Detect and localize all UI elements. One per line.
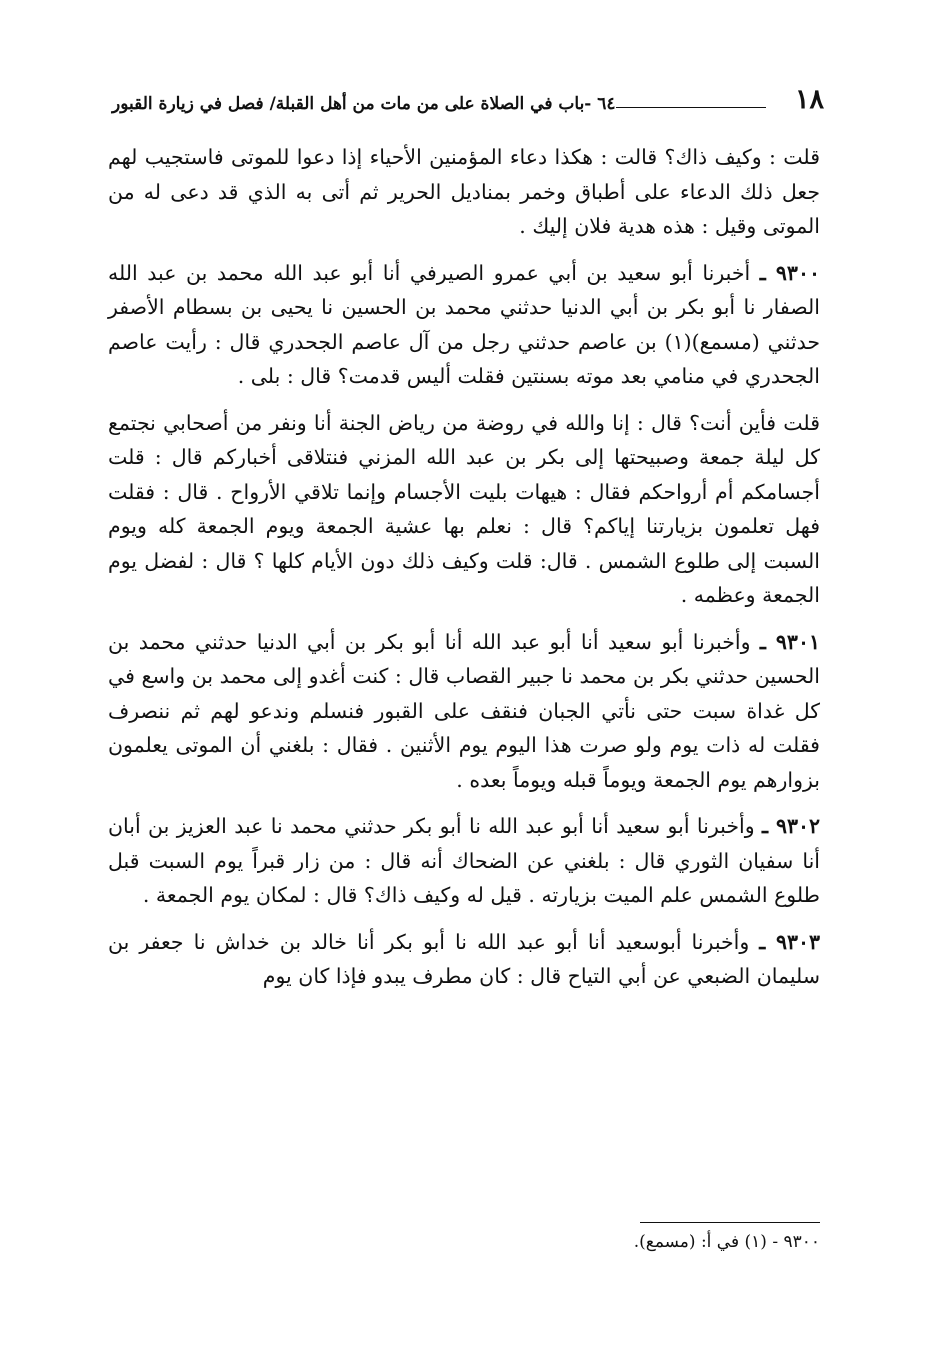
hadith-entry (108, 809, 820, 913)
page-body (108, 140, 820, 1200)
paragraph-text: وأخبرنا أبو سعيد أنا أبو عبد الله نا أبو بكر حدثني محمد نا عبد العزيز بن أبان أنا سفيان الثوري قال : بلغني عن الضحاك أنه قال : من زار قبراً يوم السبت قبل طلوع الشمس علم الميت بزيارته . قيل له وكيف ذاك؟ قال : لمكان يوم الجمعة . (108, 814, 820, 907)
footnote-rule (640, 1222, 820, 1223)
page-number: ١٨ (794, 84, 824, 115)
paragraph (108, 140, 820, 244)
paragraph-text: وأخبرنا أبو سعيد أنا أبو عبد الله أنا أبو بكر بن أبي الدنيا حدثني محمد بن الحسين حدثني بكر بن محمد نا جبير القصاب قال : كنت أغدو إلى محمد بن واسع في كل غداة سبت حتى نأتي الجبان فنقف على القبور فنسلم وندعو لهم ثم ننصرف فقلت له ذات يوم ولو صرت هذا اليوم يوم الأثنين . فقال : بلغني أن الموتى يعلمون بزوارهم يوم الجمعة ويوماً قبله ويوماً بعده . (108, 629, 820, 792)
paragraph-text: وأخبرنا أبوسعيد أنا أبو عبد الله نا أبو بكر أنا خالد بن خداش نا جعفر بن سليمان الضبعي عن أبي التياح قال : كان مطرف يبدو فإذا كان يوم (108, 929, 820, 988)
hadith-entry (108, 256, 820, 394)
paragraph-text: أخبرنا أبو سعيد بن أبي عمرو الصيرفي أنا أبو عبد الله محمد بن عبد الله الصفار نا أبو بكر بن أبي الدنيا حدثني محمد بن الحسين نا يحيى بن بسطام الأصفر حدثني (مسمع)(١) بن عاصم حدثني رجل من آل عاصم الجحدري قال : رأيت عاصم الجحدري في منامي بعد موته بسنتين فقلت أليس قدمت؟ قال : بلى . (108, 260, 820, 388)
running-title: ٦٤ -باب في الصلاة على من مات من أهل القبلة/ فصل في زيارة القبور (112, 94, 616, 114)
entry-number: ٩٣٠٢ ـ (761, 814, 820, 838)
entry-number: ٩٣٠٣ ـ (759, 929, 820, 954)
paragraph-text: قلت فأين أنت؟ قال : إنا والله في روضة من رياض الجنة أنا ونفر من أصحابي نجتمع كل ليلة جمعة وصبيحتها إلى بكر بن عبد الله المزني فنتلاقى أخباركم قال : قلت أجسامكم أم أرواحكم فقال : هيهات بليت الأجسام وإنما تلاقي الأرواح . قال : فقلت فهل تعلمون بزيارتنا إياكم؟ قال : نعلم بها عشية الجمعة ويوم الجمعة كله ويوم السبت إلى طلوع الشمس . قال: قلت وكيف ذلك دون الأيام كلها ؟ قال : لفضل يوم الجمعة وعظمه . (108, 410, 820, 607)
page-header (112, 84, 824, 124)
entry-number: ٩٣٠١ ـ (759, 629, 820, 654)
paragraph (108, 406, 820, 613)
header-rule (616, 107, 766, 108)
hadith-entry (108, 925, 820, 994)
hadith-entry (108, 625, 820, 798)
entry-number: ٩٣٠٠ ـ (759, 260, 820, 285)
footnote: ٩٣٠٠ - (١) في أ: (مسمع). (633, 1232, 820, 1252)
paragraph-text: قلت : وكيف ذاك؟ قالت : هكذا دعاء المؤمنين الأحياء إذا دعوا للموتى فاستجيب لهم جعل ذلك الدعاء على أطباق وخمر بمناديل الحرير ثم أتى به الذي قد دعى له من الموتى وقيل : هذه هدية فلان إليك . (108, 145, 820, 238)
